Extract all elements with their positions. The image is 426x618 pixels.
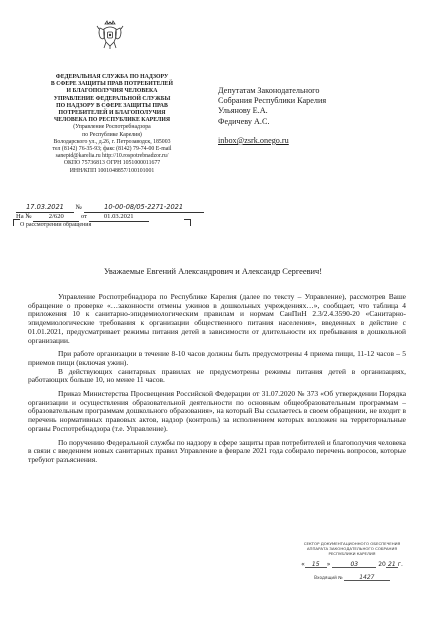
letter-body [28,293,406,470]
letterhead-line: Володарского ул., д.26, г. Петрозаводск, 185003 [53,138,171,145]
sender-letterhead [14,74,210,175]
reply-to-date: 01.03.2021 [89,213,149,222]
body-paragraph: По поручению Федеральной службы по надзору в сфере защиты прав потребителей и благополучия человека в связи с введением новых санитарных правил Управление в феврале 2021 года собирало перечень вопросов, которые требуют разъяснения. [28,437,406,464]
outgoing-date-handwritten: 17.03.2021 [26,203,64,211]
stamp-incoming-number: 1427 [344,575,390,581]
letterhead-line: ПО НАДЗОРУ В СФЕРЕ ЗАЩИТЫ ПРАВ [56,102,168,109]
stamp-day: 15 [305,562,327,568]
outgoing-number-handwritten: 10-00-08/05-2271-2021 [104,203,184,211]
letterhead-line: по Республике Карелия) [82,131,142,138]
reply-to-reference [16,213,149,222]
stamp-year-suffix: 21 [386,562,398,568]
recipient-email-link[interactable]: inbox@zsrk.onego.ru [218,135,289,145]
letterhead-line: (Управление Роспотребнадзора [73,124,151,131]
stamp-year-prefix: 20 [378,561,386,568]
outgoing-registration [16,203,204,213]
subject-line [16,222,91,229]
letterhead-line: ПОТРЕБИТЕЛЕЙ И БЛАГОПОЛУЧИЯ [58,110,166,117]
stamp-incoming [293,575,411,581]
recipient-address [218,86,326,146]
stamp-line: СЕКТОР ДОКУМЕНТАЦИОННОГО ОБЕСПЕЧЕНИЯ [303,541,401,546]
outgoing-date-field [16,203,74,213]
body-paragraph: При работе организации в течение 8-10 часов должны быть предусмотрены 4 приема пищи, 11-12 часов – 5 приемов пищи (включая ужин). [28,349,406,367]
reply-to-label: На № [16,213,32,220]
subject-text: О рассмотрении обращения [20,222,92,228]
recipient-line: Депутатам Законодательного [218,86,320,95]
recipient-line: Собрания Республики Карелия [218,96,327,106]
stamp-date: « 15 » 03 20 21 г. [301,561,403,568]
stamp-line: РЕСПУБЛИКИ КАРЕЛИЯ [328,551,376,556]
letterhead-line: И БЛАГОПОЛУЧИЯ ЧЕЛОВЕКА [66,88,158,95]
subject-corner-left [13,219,20,226]
letterhead-line: В СФЕРЕ ЗАЩИТЫ ПРАВ ПОТРЕБИТЕЛЕЙ [50,81,174,88]
letter-greeting: Уважаемые Евгений Александрович и Александр Сергеевич! [103,267,323,276]
stamp-month: 03 [332,562,376,568]
outgoing-number-field [84,203,204,213]
letterhead-line: ОКПО 75736813 ОГРН 1051000011677 [63,160,161,167]
body-paragraph: Приказ Министерства Просвещения Российской Федерации от 31.07.2020 № 373 «Об утверждении Порядка организации и осуществления образовательной деятельности по основным общеобразовательным программам – образовательным программам дошкольного образования», на который Вы ссылаетесь в своем обращении, не входит в перечень нормативных правовых актов, надзор (контроль) за исполнением которых возложен на территориальные органы Роспотребнадзора (т.е. Управление). [28,389,406,433]
subject-corner-right [184,219,191,226]
body-paragraph: Управление Роспотребнадзора по Республике Карелия (далее по тексту – Управление), рассмотрев Ваше обращение о проверке «…законности отмены ужинов в дошкольных учреждениях…», сообщает, что таблица 4 приложения 10 к санитарно-эпидемиологическим правилам и нормам СанПиН 2.3/2.4.3590-20 «Санитарно-эпидемиологические требования к организации общественного питания населения», введенных в действие с 01.01.2021, предусматривает режимы питания детей в зависимости от длительности их пребывания в дошкольной организации. [28,292,406,345]
from-label: от [80,213,88,220]
stamp-line: АППАРАТА ЗАКОНОДАТЕЛЬНОГО СОБРАНИЯ [306,546,398,551]
reply-to-number: 2/620 [33,213,79,222]
letterhead-line: ФЕДЕРАЛЬНАЯ СЛУЖБА ПО НАДЗОРУ [55,74,169,80]
stamp-incoming-label: Входящий № [314,575,343,580]
incoming-registration-stamp [293,541,411,581]
recipient-line: Ульянову Е.А. [218,106,268,116]
coat-of-arms-emblem [96,20,124,50]
letterhead-line: ИНН/КПП 1001048857/100101001 [69,167,155,174]
letterhead-line: ЧЕЛОВЕКА ПО РЕСПУБЛИКЕ КАРЕЛИЯ [53,117,171,124]
body-paragraph: В действующих санитарных правилах не предусмотрены режимы питания детей в организациях, работающих больше 10, но менее 11 часов. [28,366,406,385]
letterhead-line: УПРАВЛЕНИЕ ФЕДЕРАЛЬНОЙ СЛУЖБЫ [53,95,171,102]
number-sign: № [75,204,82,211]
letterhead-line: тел (8142) 76-35-93; факс (8142) 79-74-00 E-mail [52,146,172,153]
letterhead-line: sanepid@karelia.ru http://10.rospotrebnadzor.ru/ [55,153,169,160]
recipient-line: Федичеву А.С. [218,116,270,126]
